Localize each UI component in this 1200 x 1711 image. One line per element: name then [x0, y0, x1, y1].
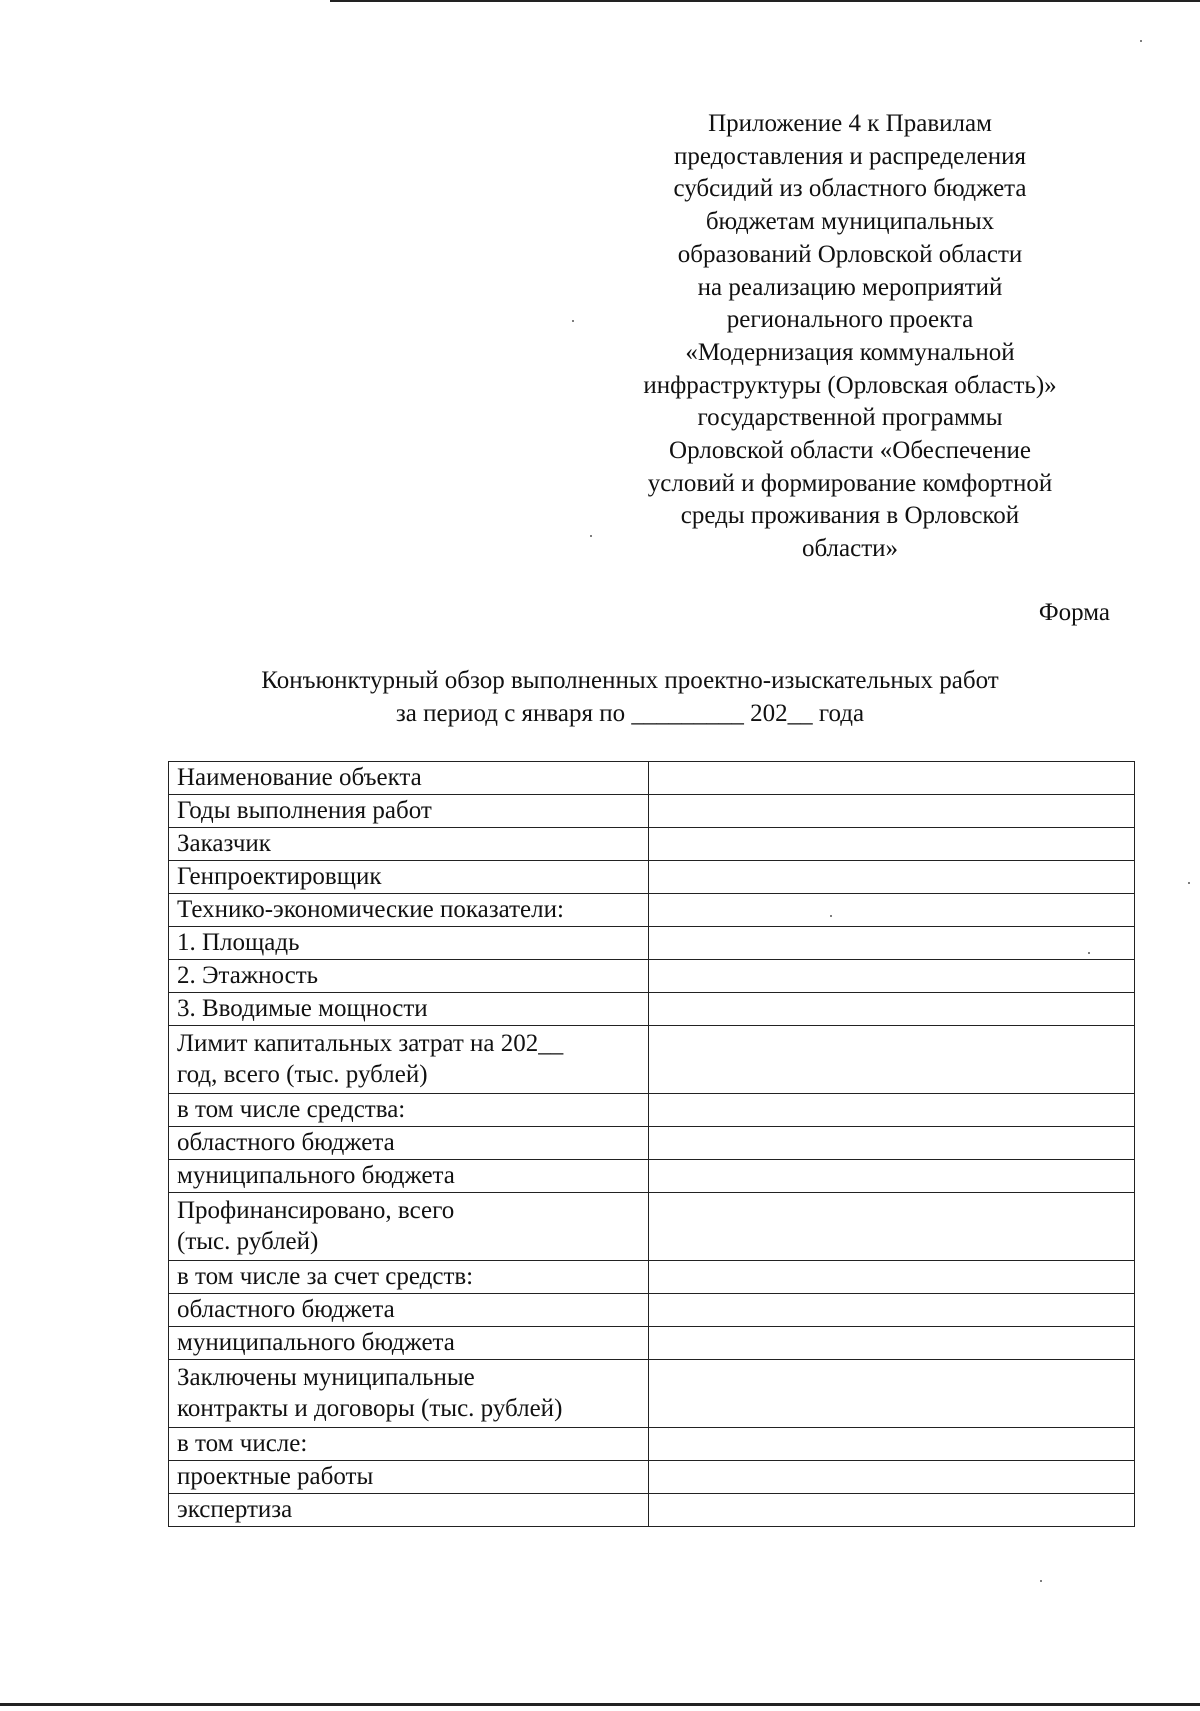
appendix-line: образований Орловской области [677, 240, 1023, 268]
appendix-line: условий и формирование комфортной [647, 469, 1053, 497]
table-row [169, 993, 1135, 1026]
scan-speck [1188, 882, 1190, 884]
row-label: в том числе за счет средств: [169, 1261, 649, 1294]
table-row [169, 1327, 1135, 1360]
appendix-line: «Модернизация коммунальной [685, 338, 1015, 366]
table-row [169, 1193, 1135, 1261]
table-row [169, 1160, 1135, 1193]
row-value-cell[interactable] [649, 861, 1135, 894]
table-row [169, 828, 1135, 861]
row-label: Лимит капитальных затрат на 202__ год, всего (тыс. рублей) [169, 1026, 649, 1094]
row-value-cell[interactable] [649, 1160, 1135, 1193]
row-label: Технико-экономические показатели: [169, 894, 649, 927]
appendix-line: бюджетам муниципальных [705, 208, 995, 236]
appendix-line: области» [801, 535, 899, 563]
row-value-cell[interactable] [649, 1461, 1135, 1494]
table-row [169, 1461, 1135, 1494]
row-value-cell[interactable] [649, 1094, 1135, 1127]
form-table [168, 761, 1135, 1527]
table-row [169, 1428, 1135, 1461]
row-value-cell[interactable] [649, 828, 1135, 861]
row-label: Генпроектировщик [169, 861, 649, 894]
scan-border-bottom [0, 1703, 1200, 1706]
title-line-2: за период с января по _________ 202__ года [395, 700, 865, 727]
row-value-cell[interactable] [649, 1428, 1135, 1461]
row-label: Профинансировано, всего (тыс. рублей) [169, 1193, 649, 1261]
appendix-line: среды проживания в Орловской [680, 502, 1020, 530]
row-label: Наименование объекта [169, 762, 649, 795]
row-value-cell[interactable] [649, 894, 1135, 927]
row-label: Годы выполнения работ [169, 795, 649, 828]
row-value-cell[interactable] [649, 1327, 1135, 1360]
scan-speck [1140, 40, 1142, 42]
scan-speck [590, 535, 592, 537]
scan-speck [1040, 1580, 1042, 1582]
table-row [169, 1094, 1135, 1127]
row-label: экспертиза [169, 1494, 649, 1527]
table-row [169, 1026, 1135, 1094]
table-row [169, 1261, 1135, 1294]
row-label: областного бюджета [169, 1127, 649, 1160]
appendix-line: Орловской области «Обеспечение [669, 437, 1031, 465]
appendix-line: на реализацию мероприятий [697, 273, 1003, 301]
table-row [169, 861, 1135, 894]
title-line-1: Конъюнктурный обзор выполненных проектно-изыскательных работ [261, 667, 999, 694]
table-row [169, 1360, 1135, 1428]
row-value-cell[interactable] [649, 1261, 1135, 1294]
row-label: 2. Этажность [169, 960, 649, 993]
row-label: муниципального бюджета [169, 1327, 649, 1360]
appendix-line: государственной программы [697, 404, 1003, 432]
row-value-cell[interactable] [649, 1026, 1135, 1094]
row-label: в том числе средства: [169, 1094, 649, 1127]
row-value-cell[interactable] [649, 762, 1135, 795]
row-label: муниципального бюджета [169, 1160, 649, 1193]
document-title [170, 664, 1090, 730]
table-row [169, 927, 1135, 960]
row-label: Заключены муниципальные контракты и договоры (тыс. рублей) [169, 1360, 649, 1428]
row-value-cell[interactable] [649, 795, 1135, 828]
scan-border-top [330, 0, 1200, 2]
appendix-line: субсидий из областного бюджета [673, 175, 1027, 203]
row-value-cell[interactable] [649, 993, 1135, 1026]
table-row [169, 960, 1135, 993]
row-label: 3. Вводимые мощности [169, 993, 649, 1026]
row-value-cell[interactable] [649, 960, 1135, 993]
table-row [169, 1294, 1135, 1327]
appendix-line: инфраструктуры (Орловская область)» [643, 371, 1057, 399]
form-label: Форма [1038, 599, 1110, 626]
table-row [169, 795, 1135, 828]
row-value-cell[interactable] [649, 1294, 1135, 1327]
row-label: 1. Площадь [169, 927, 649, 960]
appendix-line: Приложение 4 к Правилам [708, 110, 992, 137]
row-label: проектные работы [169, 1461, 649, 1494]
row-label: областного бюджета [169, 1294, 649, 1327]
table-row [169, 762, 1135, 795]
row-label: Заказчик [169, 828, 649, 861]
scan-speck [572, 320, 574, 322]
row-value-cell[interactable] [649, 1193, 1135, 1261]
appendix-line: предоставления и распределения [673, 142, 1027, 170]
row-value-cell[interactable] [649, 1360, 1135, 1428]
appendix-header [620, 108, 1080, 566]
table-row [169, 1127, 1135, 1160]
appendix-line: регионального проекта [726, 306, 974, 334]
row-value-cell[interactable] [649, 1494, 1135, 1527]
table-row [169, 1494, 1135, 1527]
row-value-cell[interactable] [649, 927, 1135, 960]
row-label: в том числе: [169, 1428, 649, 1461]
row-value-cell[interactable] [649, 1127, 1135, 1160]
table-row [169, 894, 1135, 927]
